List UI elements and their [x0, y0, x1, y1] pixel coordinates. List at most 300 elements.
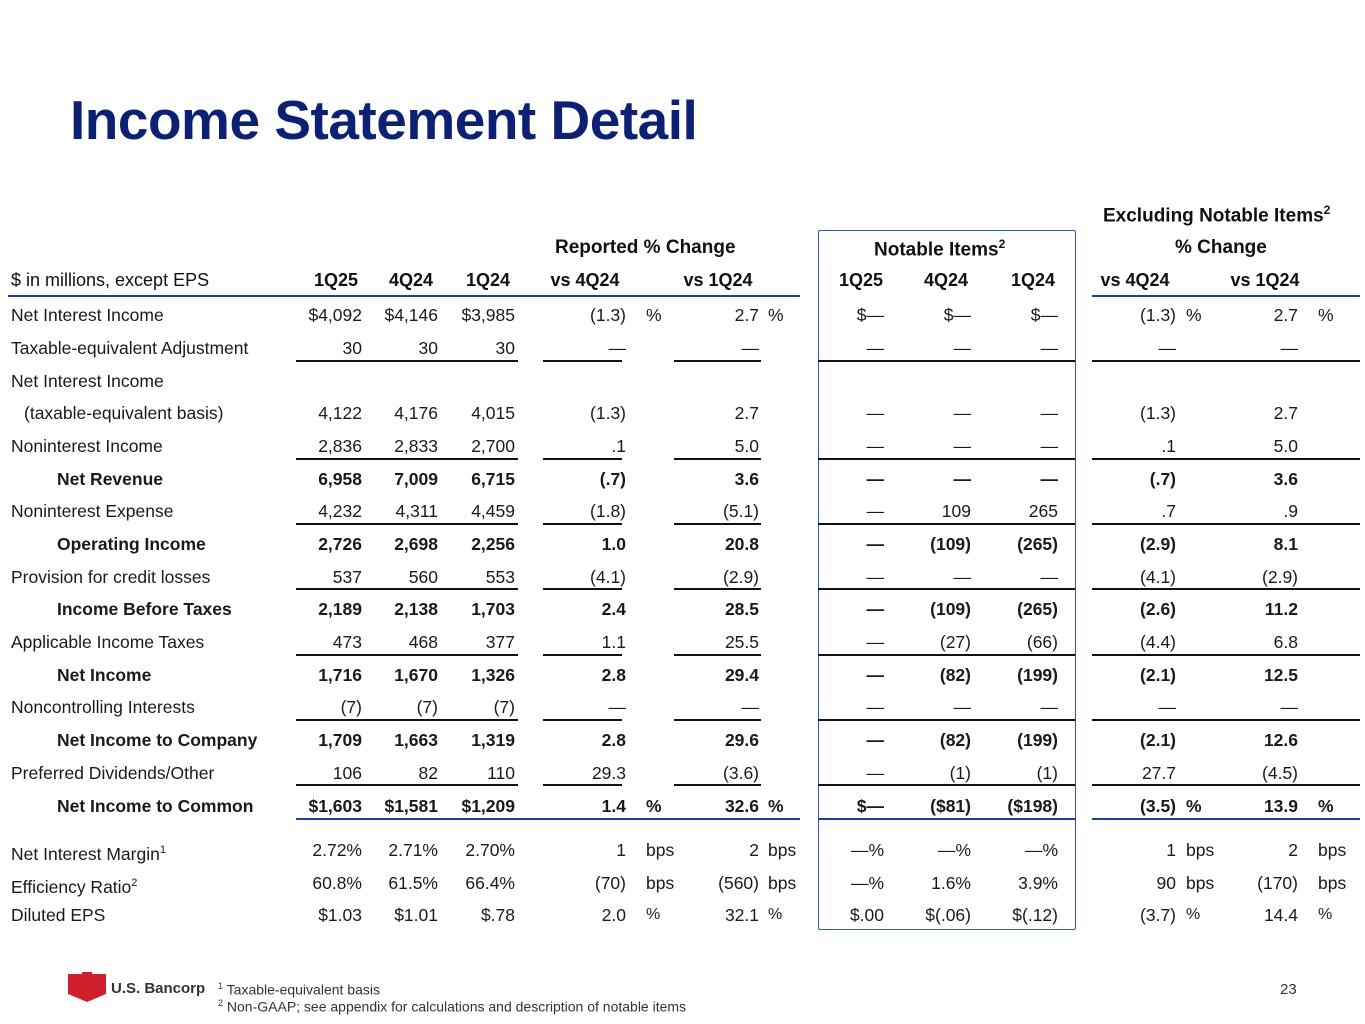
- total-rule-0-4: [1092, 360, 1360, 362]
- cell-r4-c9: —: [1040, 436, 1058, 456]
- footnote-1: $^1$ Taxable-equivalent basis: [218, 981, 380, 998]
- cell-r15-c4: %: [646, 796, 662, 816]
- cell-r14-c5: (3.6): [723, 763, 759, 783]
- cell-r12-c7: —: [866, 697, 884, 717]
- cell-r8-c8: —: [953, 567, 971, 587]
- row-label-text: Net Income to Company: [57, 730, 258, 750]
- row-label-10: [11, 632, 204, 652]
- cell-r12-c0: (7): [340, 697, 362, 717]
- total-rule-5-3: [818, 719, 1075, 721]
- row-label-text: Efficiency Ratio: [11, 876, 132, 897]
- cell-r10-c2: 377: [485, 632, 515, 652]
- cell-r3-c1: 4,176: [394, 403, 438, 423]
- cell-r10-c7: —: [866, 632, 884, 652]
- row-label-text: Provision for credit losses: [11, 567, 211, 587]
- cell-r7-c10: (2.9): [1140, 534, 1176, 554]
- cell-r1-c0: 30: [342, 338, 362, 358]
- row-label-text: Noncontrolling Interests: [11, 697, 195, 717]
- col-header-4: vs 1Q24: [683, 270, 753, 290]
- row-label-11: [57, 665, 151, 685]
- cell-r6-c10: .7: [1161, 501, 1176, 521]
- us-bancorp-logo-icon: [68, 972, 106, 1002]
- cell-r3-c5: 2.7: [734, 403, 759, 423]
- cell-r0-c1: $4,146: [384, 305, 438, 325]
- cell-r16-c1: 2.71%: [388, 840, 438, 860]
- cell-r14-c12: (4.5): [1262, 763, 1298, 783]
- cell-r5-c8: —: [953, 469, 971, 489]
- cell-r14-c0: 106: [332, 763, 362, 783]
- cell-r15-c6: %: [768, 796, 784, 816]
- cell-r13-c12: 12.6: [1263, 730, 1298, 750]
- cell-r17-c0: 60.8%: [312, 873, 362, 893]
- col-header-5: 1Q25: [838, 270, 884, 290]
- cell-r3-c10: (1.3): [1140, 403, 1176, 423]
- cell-r17-c6: bps: [768, 873, 797, 893]
- cell-r5-c0: 6,958: [318, 469, 362, 489]
- total-rule-6-2: [674, 784, 761, 786]
- footnote-marker: 1: [159, 844, 166, 856]
- cell-r6-c2: 4,459: [471, 501, 515, 521]
- col-header-2: 1Q24: [465, 270, 511, 290]
- total-rule-3-2: [674, 588, 761, 590]
- cell-r18-c0: $1.03: [318, 905, 362, 925]
- row-label-7: [57, 534, 206, 554]
- cell-r18-c6: %: [768, 906, 783, 923]
- cell-r6-c7: —: [866, 501, 884, 521]
- cell-r12-c2: (7): [493, 697, 515, 717]
- row-label-text: Income Before Taxes: [57, 599, 232, 619]
- cell-r4-c1: 2,833: [394, 436, 438, 456]
- cell-r11-c7: —: [866, 665, 884, 685]
- cell-r17-c5: (560): [718, 873, 759, 893]
- page-title: Income Statement Detail: [70, 89, 698, 151]
- cell-r14-c3: 29.3: [591, 763, 626, 783]
- cell-r9-c8: (109): [930, 599, 971, 619]
- total-rule-0-2: [674, 360, 761, 362]
- excluding-change-header: % Change: [1175, 237, 1267, 258]
- total-rule-4-1: [543, 654, 622, 656]
- total-rule-0-0: [296, 360, 518, 362]
- cell-r15-c0: $1,603: [308, 796, 362, 816]
- total-rule-6-0: [296, 784, 518, 786]
- cell-r0-c3: (1.3): [590, 305, 626, 325]
- cell-r14-c8: (1): [949, 763, 971, 783]
- cell-r17-c11: bps: [1186, 873, 1215, 893]
- total-rule-5-1: [543, 719, 622, 721]
- cell-r8-c0: 537: [332, 567, 362, 587]
- total-rule-6-4: [1092, 784, 1360, 786]
- row-label-16: [11, 840, 166, 864]
- header-rule-0: [8, 295, 800, 297]
- cell-r14-c2: 110: [487, 763, 515, 783]
- cell-r18-c4: %: [646, 906, 661, 923]
- cell-r11-c1: 1,670: [394, 665, 438, 685]
- cell-r17-c9: 3.9%: [1018, 873, 1058, 893]
- cell-r1-c9: —: [1040, 338, 1058, 358]
- total-rule-2-2: [674, 523, 761, 525]
- total-rule-4-2: [674, 654, 761, 656]
- cell-r6-c12: .9: [1283, 501, 1298, 521]
- cell-r5-c2: 6,715: [471, 469, 515, 489]
- row-label-13: [57, 730, 257, 750]
- cell-r4-c7: —: [866, 436, 884, 456]
- cell-r4-c3: .1: [611, 436, 626, 456]
- cell-r11-c3: 2.8: [601, 665, 626, 685]
- cell-r18-c2: $.78: [480, 905, 515, 925]
- footnote-2: $^2$ Non-GAAP; see appendix for calculations and description of notable items: [218, 998, 687, 1015]
- row-label-14: [11, 763, 214, 783]
- cell-r9-c12: 11.2: [1264, 599, 1298, 619]
- page-number: 23: [1280, 981, 1297, 998]
- cell-r8-c12: (2.9): [1262, 567, 1298, 587]
- cell-r11-c8: (82): [939, 665, 971, 685]
- total-rule-0-1: [543, 360, 622, 362]
- cell-r10-c3: 1.1: [601, 632, 626, 652]
- cell-r0-c12: 2.7: [1273, 305, 1298, 325]
- row-label-4: [11, 436, 163, 456]
- cell-r17-c7: —%: [850, 873, 884, 893]
- cell-r18-c1: $1.01: [394, 905, 438, 925]
- cell-r17-c8: 1.6%: [931, 873, 971, 893]
- row-label-text: Noninterest Expense: [11, 501, 174, 521]
- cell-r1-c12: —: [1280, 338, 1298, 358]
- cell-r15-c1: $1,581: [384, 796, 438, 816]
- cell-r18-c10: (3.7): [1140, 905, 1176, 925]
- cell-r8-c10: (4.1): [1140, 567, 1176, 587]
- cell-r1-c3: —: [608, 338, 626, 358]
- cell-r18-c12: 14.4: [1263, 905, 1298, 925]
- total-rule-6-3: [818, 784, 1075, 786]
- col-header-0: 1Q25: [313, 270, 359, 290]
- cell-r0-c0: $4,092: [308, 305, 362, 325]
- cell-r6-c9: 265: [1028, 501, 1058, 521]
- cell-r1-c1: 30: [418, 338, 438, 358]
- cell-r16-c10: 1: [1166, 840, 1176, 860]
- total-rule-1-4: [1092, 458, 1360, 460]
- cell-r9-c0: 2,189: [318, 599, 362, 619]
- cell-r18-c7: $.00: [849, 905, 884, 925]
- cell-r10-c5: 25.5: [724, 632, 759, 652]
- row-label-text: Diluted EPS: [11, 905, 106, 925]
- cell-r12-c1: (7): [416, 697, 438, 717]
- cell-r18-c3: 2.0: [601, 905, 626, 925]
- row-label-2: [11, 371, 164, 391]
- row-label-text: Operating Income: [57, 534, 206, 554]
- total-rule-5-2: [674, 719, 761, 721]
- cell-r0-c6: %: [768, 305, 784, 325]
- total-rule-6-1: [543, 784, 622, 786]
- cell-r0-c8: $—: [943, 305, 971, 325]
- cell-r4-c8: —: [953, 436, 971, 456]
- total-rule-2-0: [296, 523, 518, 525]
- col-header-1: 4Q24: [388, 270, 434, 290]
- row-label-12: [11, 697, 195, 717]
- cell-r9-c7: —: [866, 599, 884, 619]
- cell-r0-c2: $3,985: [461, 305, 515, 325]
- cell-r14-c1: 82: [418, 763, 438, 783]
- cell-r5-c10: (.7): [1149, 469, 1176, 489]
- cell-r12-c12: —: [1280, 697, 1298, 717]
- logo-text: U.S. Bancorp: [111, 980, 206, 997]
- total-rule-3-3: [818, 588, 1075, 590]
- cell-r16-c3: 1: [616, 840, 626, 860]
- cell-r1-c7: —: [866, 338, 884, 358]
- cell-r0-c11: %: [1186, 305, 1202, 325]
- row-label-text: Noninterest Income: [11, 436, 163, 456]
- total-rule-2-1: [543, 523, 622, 525]
- cell-r15-c8: ($81): [930, 796, 971, 816]
- cell-r17-c1: 61.5%: [388, 873, 438, 893]
- cell-r17-c12: (170): [1257, 873, 1298, 893]
- cell-r7-c12: 8.1: [1273, 534, 1298, 554]
- cell-r5-c1: 7,009: [394, 469, 438, 489]
- notable-items-header: Notable Items$^2$: [874, 237, 1006, 261]
- cell-r16-c8: —%: [937, 840, 971, 860]
- cell-r6-c3: (1.8): [590, 501, 626, 521]
- cell-r15-c12: 13.9: [1263, 796, 1298, 816]
- cell-r17-c4: bps: [646, 873, 675, 893]
- total-rule-1-2: [674, 458, 761, 460]
- cell-r16-c5: 2: [749, 840, 759, 860]
- total-rule-5-0: [296, 719, 518, 721]
- cell-r0-c9: $—: [1030, 305, 1058, 325]
- cell-r0-c10: (1.3): [1140, 305, 1176, 325]
- cell-r4-c12: 5.0: [1273, 436, 1298, 456]
- cell-r5-c9: —: [1040, 469, 1058, 489]
- cell-r15-c7: $—: [856, 796, 884, 816]
- cell-r15-c10: (3.5): [1140, 796, 1176, 816]
- cell-r3-c0: 4,122: [318, 403, 362, 423]
- cell-r16-c6: bps: [768, 840, 797, 860]
- cell-r15-c2: $1,209: [461, 796, 515, 816]
- row-label-text: Net Income: [57, 665, 152, 685]
- footnote-marker: 2: [131, 877, 138, 889]
- cell-r13-c1: 1,663: [394, 730, 438, 750]
- cell-r9-c5: 28.5: [724, 599, 759, 619]
- cell-r7-c1: 2,698: [394, 534, 438, 554]
- cell-r18-c9: $(.12): [1012, 905, 1058, 925]
- cell-r6-c1: 4,311: [395, 501, 438, 521]
- cell-r17-c2: 66.4%: [465, 873, 515, 893]
- cell-r14-c10: 27.7: [1141, 763, 1176, 783]
- cell-r16-c9: —%: [1024, 840, 1058, 860]
- cell-r11-c12: 12.5: [1263, 665, 1298, 685]
- cell-r11-c2: 1,326: [471, 665, 515, 685]
- header-rule-4: [1092, 818, 1360, 820]
- cell-r16-c7: —%: [850, 840, 884, 860]
- cell-r4-c2: 2,700: [471, 436, 515, 456]
- cell-r3-c8: —: [953, 403, 971, 423]
- row-label-text: Net Revenue: [57, 469, 164, 489]
- cell-r16-c2: 2.70%: [465, 840, 515, 860]
- cell-r3-c2: 4,015: [471, 403, 515, 423]
- cell-r12-c5: —: [741, 697, 759, 717]
- row-label-text: (taxable-equivalent basis): [24, 403, 224, 423]
- cell-r14-c7: —: [866, 763, 884, 783]
- cell-r10-c9: (66): [1026, 632, 1058, 652]
- cell-r18-c13: %: [1318, 906, 1333, 923]
- row-label-15: [57, 796, 253, 816]
- row-label-8: [11, 567, 210, 587]
- total-rule-5-4: [1092, 719, 1360, 721]
- row-label-text: Net Interest Income: [11, 305, 164, 325]
- cell-r1-c2: 30: [495, 338, 515, 358]
- total-rule-0-3: [818, 360, 1075, 362]
- row-label-0: [11, 305, 164, 325]
- cell-r15-c11: %: [1186, 796, 1202, 816]
- cell-r9-c10: (2.6): [1140, 599, 1176, 619]
- cell-r5-c12: 3.6: [1273, 469, 1298, 489]
- cell-r5-c7: —: [866, 469, 884, 489]
- cell-r11-c10: (2.1): [1140, 665, 1176, 685]
- col-header-8: vs 4Q24: [1100, 270, 1170, 290]
- cell-r13-c3: 2.8: [601, 730, 626, 750]
- cell-r8-c1: 560: [408, 567, 438, 587]
- header-rule-1: [1092, 295, 1360, 297]
- cell-r13-c2: 1,319: [471, 730, 515, 750]
- cell-r13-c7: —: [866, 730, 884, 750]
- total-rule-3-1: [543, 588, 622, 590]
- row-label-6: [11, 501, 173, 521]
- cell-r18-c5: 32.1: [724, 905, 759, 925]
- cell-r18-c11: %: [1186, 906, 1201, 923]
- cell-r0-c5: 2.7: [734, 305, 759, 325]
- row-label-5: [57, 469, 163, 489]
- total-rule-1-0: [296, 458, 518, 460]
- cell-r17-c13: bps: [1318, 873, 1347, 893]
- cell-r4-c5: 5.0: [734, 436, 759, 456]
- total-rule-1-3: [818, 458, 1075, 460]
- cell-r1-c10: —: [1158, 338, 1176, 358]
- row-label-1: [11, 338, 248, 358]
- cell-r0-c4: %: [646, 305, 662, 325]
- total-rule-1-1: [543, 458, 622, 460]
- cell-r3-c7: —: [866, 403, 884, 423]
- cell-r6-c0: 4,232: [318, 501, 362, 521]
- cell-r15-c3: 1.4: [601, 796, 626, 816]
- cell-r13-c9: (199): [1017, 730, 1058, 750]
- header-rule-3: [818, 818, 1075, 820]
- total-rule-2-4: [1092, 523, 1360, 525]
- cell-r0-c13: %: [1318, 305, 1334, 325]
- total-rule-4-3: [818, 654, 1075, 656]
- total-rule-3-4: [1092, 588, 1360, 590]
- cell-r8-c7: —: [866, 567, 884, 587]
- cell-r10-c1: 468: [408, 632, 438, 652]
- cell-r17-c10: 90: [1156, 873, 1176, 893]
- cell-r4-c10: .1: [1161, 436, 1176, 456]
- total-rule-3-0: [296, 588, 518, 590]
- cell-r12-c9: —: [1040, 697, 1058, 717]
- cell-r4-c0: 2,836: [318, 436, 362, 456]
- row-label-text: Preferred Dividends/Other: [11, 763, 215, 783]
- cell-r8-c5: (2.9): [723, 567, 759, 587]
- cell-r16-c12: 2: [1288, 840, 1298, 860]
- cell-r9-c3: 2.4: [601, 599, 626, 619]
- cell-r7-c5: 20.8: [724, 534, 759, 554]
- total-rule-2-3: [818, 523, 1075, 525]
- col-header-9: vs 1Q24: [1230, 270, 1300, 290]
- cell-r10-c0: 473: [332, 632, 362, 652]
- cell-r16-c0: 2.72%: [312, 840, 362, 860]
- cell-r16-c13: bps: [1318, 840, 1347, 860]
- row-label-text: Taxable-equivalent Adjustment: [11, 338, 249, 358]
- total-rule-4-4: [1092, 654, 1360, 656]
- cell-r6-c5: (5.1): [723, 501, 759, 521]
- cell-r11-c0: 1,716: [318, 665, 362, 685]
- cell-r8-c2: 553: [485, 567, 515, 587]
- row-label-9: [57, 599, 232, 619]
- cell-r15-c13: %: [1318, 796, 1334, 816]
- cell-r12-c8: —: [953, 697, 971, 717]
- cell-r11-c5: 29.4: [724, 665, 759, 685]
- row-label-text: Applicable Income Taxes: [11, 632, 205, 652]
- row-label-text: Net Interest Margin: [11, 843, 160, 864]
- header-rule-2: [296, 818, 800, 820]
- cell-r15-c5: 32.6: [724, 796, 759, 816]
- cell-r9-c1: 2,138: [394, 599, 438, 619]
- cell-r5-c5: 3.6: [734, 469, 759, 489]
- cell-r7-c7: —: [866, 534, 884, 554]
- cell-r11-c9: (199): [1017, 665, 1058, 685]
- cell-r12-c3: —: [608, 697, 626, 717]
- row-label-18: [11, 905, 105, 925]
- cell-r18-c8: $(.06): [925, 905, 971, 925]
- cell-r3-c3: (1.3): [590, 403, 626, 423]
- cell-r7-c8: (109): [930, 534, 971, 554]
- cell-r8-c3: (4.1): [590, 567, 626, 587]
- cell-r13-c5: 29.6: [724, 730, 759, 750]
- cell-r10-c8: (27): [939, 632, 971, 652]
- cell-r7-c0: 2,726: [318, 534, 362, 554]
- total-rule-4-0: [296, 654, 518, 656]
- cell-r13-c8: (82): [939, 730, 971, 750]
- cell-r9-c9: (265): [1017, 599, 1058, 619]
- cell-r12-c10: —: [1158, 697, 1176, 717]
- cell-r17-c3: (70): [594, 873, 626, 893]
- cell-r5-c3: (.7): [599, 469, 626, 489]
- row-label-text: Net Interest Income: [11, 371, 164, 391]
- rowlabel-header: $ in millions, except EPS: [11, 270, 210, 290]
- row-label-text: Net Income to Common: [57, 796, 254, 816]
- col-header-7: 1Q24: [1010, 270, 1056, 290]
- cell-r14-c9: (1): [1036, 763, 1058, 783]
- excluding-notable-header: Excluding Notable Items$^2$: [1103, 203, 1331, 227]
- row-label-3: [24, 403, 223, 423]
- cell-r1-c5: —: [741, 338, 759, 358]
- cell-r6-c8: 109: [941, 501, 971, 521]
- cell-r10-c12: 6.8: [1273, 632, 1298, 652]
- cell-r3-c9: —: [1040, 403, 1058, 423]
- cell-r13-c0: 1,709: [318, 730, 362, 750]
- cell-r3-c12: 2.7: [1273, 403, 1298, 423]
- cell-r10-c10: (4.4): [1140, 632, 1176, 652]
- cell-r8-c9: —: [1040, 567, 1058, 587]
- col-header-6: 4Q24: [923, 270, 969, 290]
- cell-r7-c9: (265): [1017, 534, 1058, 554]
- cell-r16-c11: bps: [1186, 840, 1215, 860]
- cell-r1-c8: —: [953, 338, 971, 358]
- reported-change-header: Reported % Change: [555, 237, 736, 258]
- cell-r13-c10: (2.1): [1140, 730, 1176, 750]
- cell-r7-c2: 2,256: [471, 534, 515, 554]
- cell-r15-c9: ($198): [1007, 796, 1058, 816]
- cell-r9-c2: 1,703: [471, 599, 515, 619]
- col-header-3: vs 4Q24: [550, 270, 620, 290]
- cell-r7-c3: 1.0: [601, 534, 626, 554]
- row-label-17: [11, 873, 137, 897]
- cell-r0-c7: $—: [856, 305, 884, 325]
